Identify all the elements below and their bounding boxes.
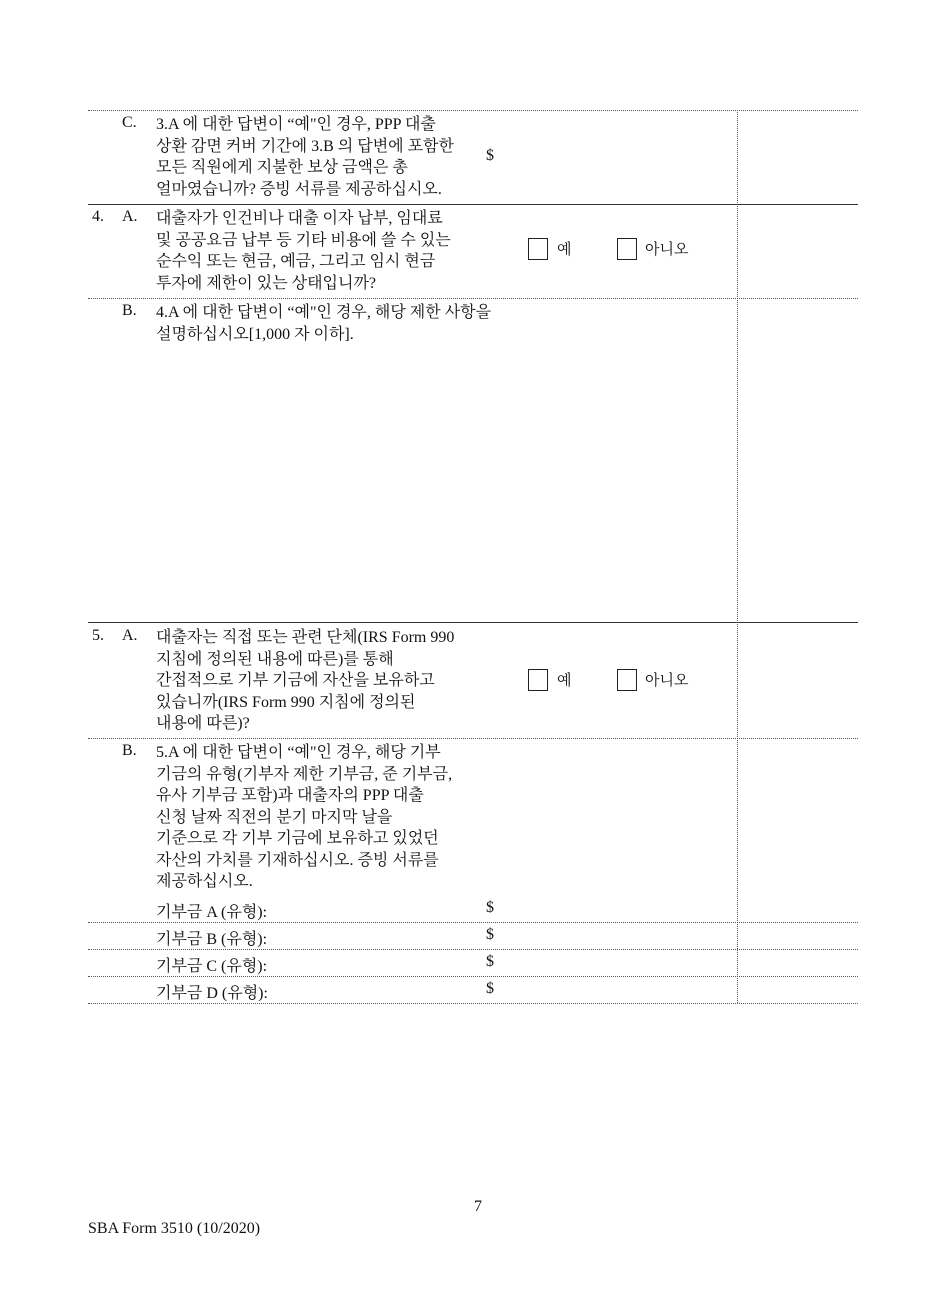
page-number: 7 — [474, 1198, 482, 1215]
q5b-letter: B. — [122, 742, 137, 759]
row-divider — [88, 1003, 858, 1004]
q4-number: 4. — [92, 208, 104, 225]
q5a-text: 대출자는 직접 또는 관련 단체(IRS Form 990 지침에 정의된 내용에 따른)를 통해 간접적으로 기부 기금에 자산을 보유하고 있습니까(IRS Form 990 지침에 정의된 내용에 따른)? — [156, 629, 455, 732]
q5b-text: 5.A 에 대한 답변이 “예"인 경우, 해당 기부 기금의 유형(기부자 제한 기부금, 준 기부금, 유사 기부금 포함)과 대출자의 PPP 대출 신청 날짜 직전의 분기 마지막 날을 기준으로 각 기부 기금에 보유하고 있었던 자산의 가치를 기재하십시오. 증빙 서류를 제공하십시오. — [156, 744, 453, 890]
row-divider — [88, 298, 858, 299]
form-id: SBA Form 3510 (10/2020) — [88, 1220, 261, 1237]
q4b-text: 4.A 에 대한 답변이 “예"인 경우, 해당 제한 사항을 설명하십시오[1,000 자 이하]. — [156, 304, 492, 343]
q5a-no-label: 아니오 — [645, 671, 689, 689]
fund-c-dollar: $ — [486, 953, 494, 970]
row-divider — [88, 976, 858, 977]
row-divider — [88, 949, 858, 950]
row-divider — [88, 622, 858, 623]
q4b-letter: B. — [122, 302, 137, 319]
q5-number: 5. — [92, 627, 104, 644]
fund-a-label: 기부금 A (유형): — [156, 904, 268, 921]
q4a-text: 대출자가 인건비나 대출 이자 납부, 임대료 및 공공요금 납부 등 기타 비용에 쓸 수 있는 순수익 또는 현금, 예금, 그리고 임시 현금 투자에 제한이 있는 상태입니까? — [156, 210, 451, 292]
row-divider — [88, 738, 858, 739]
q4a-letter: A. — [122, 208, 138, 225]
q4a-no-label: 아니오 — [645, 240, 689, 258]
fund-b-label: 기부금 B (유형): — [156, 931, 268, 948]
q4a-yes-checkbox[interactable] — [528, 238, 548, 260]
fund-b-amount-field[interactable] — [500, 925, 736, 948]
fund-c-label: 기부금 C (유형): — [156, 958, 268, 975]
q5a-letter: A. — [122, 627, 138, 644]
q4b-explanation-field[interactable] — [156, 350, 731, 616]
column-divider — [737, 110, 738, 1003]
fund-a-amount-field[interactable] — [500, 898, 736, 921]
q3c-letter: C. — [122, 114, 137, 131]
q5a-yes-label: 예 — [557, 671, 572, 689]
fund-c-amount-field[interactable] — [500, 952, 736, 975]
q3c-side-cell — [738, 110, 858, 204]
row-divider — [88, 922, 858, 923]
fund-a-dollar: $ — [486, 899, 494, 916]
q4a-no-checkbox[interactable] — [617, 238, 637, 260]
q3c-text: 3.A 에 대한 답변이 “예"인 경우, PPP 대출 상환 감면 커버 기간에 3.B 의 답변에 포함한 모든 직원에게 지불한 보상 금액은 총 얼마였습니까? 증빙 서류를 제공하십시오. — [156, 116, 454, 198]
q5a-no-checkbox[interactable] — [617, 669, 637, 691]
fund-d-label: 기부금 D (유형): — [156, 985, 268, 1002]
q4a-yes-label: 예 — [557, 240, 572, 258]
q5a-yes-checkbox[interactable] — [528, 669, 548, 691]
q3c-dollar: $ — [486, 147, 494, 164]
fund-d-dollar: $ — [486, 980, 494, 997]
row-divider — [88, 204, 858, 205]
fund-b-dollar: $ — [486, 926, 494, 943]
q3c-amount-field[interactable] — [500, 110, 736, 204]
fund-d-amount-field[interactable] — [500, 979, 736, 1002]
